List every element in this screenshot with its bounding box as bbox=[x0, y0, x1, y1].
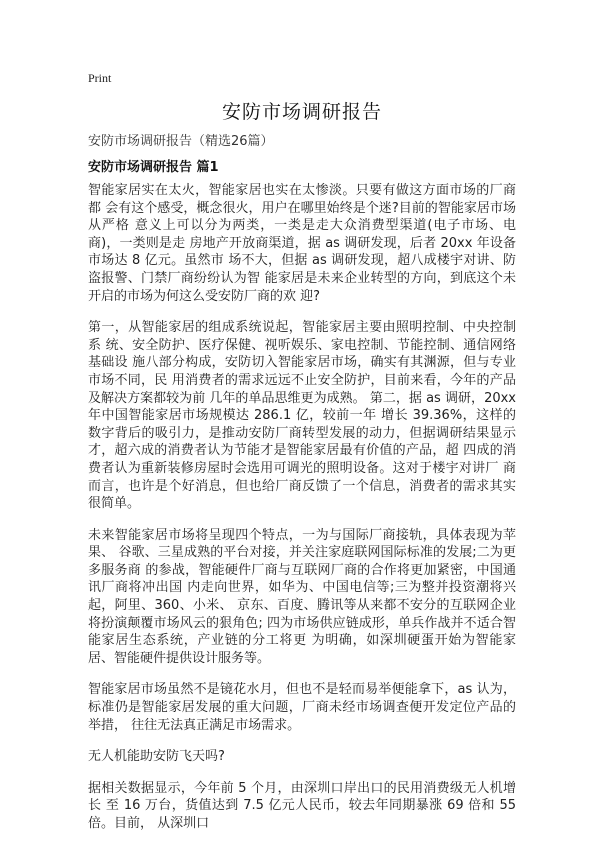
paragraph-four-trends: 未来智能家居市场将呈现四个特点，一为与国际厂商接轨，具体表现为苹果、 谷歌、三星成熟的平台对接，并关注家庭联网国际标准的发展;二为更多服务商 的参战，智能硬件厂商与互联网厂商的合作将更加紧密，中国通讯厂商将冲出国 内走向世界，如华为、中国电信等;三为整并投资潮将兴起，阿里、360、小米、 京东、百度、腾讯等从来都不安分的互联网企业将扮演颠覆市场风云的狠角色; 四为市场供应链成形，单兵作战并不适合智能家居生态系统，产业链的分工将更 为明确，如深圳硬蛋开始为智能家居、智能硬件提供设计服务等。 bbox=[88, 527, 516, 666]
document-body bbox=[88, 182, 516, 847]
paragraph-standards-issue: 智能家居市场虽然不是镜花水月，但也不是轻而易举便能拿下，as 认为， 标准仍是智能家居发展的重大问题，厂商未经市场调查便开发定位产品的举措， 往往无法真正满足市场需求。 bbox=[88, 682, 516, 733]
paragraph-drone-question: 无人机能助安防飞天吗? bbox=[88, 749, 225, 765]
document-title: 安防市场调研报告 bbox=[221, 101, 382, 123]
print-label: Print bbox=[88, 71, 112, 85]
document-subtitle: 安防市场调研报告（精选26篇） bbox=[88, 134, 274, 149]
paragraph-drone-data: 据相关数据显示，今年前 5 个月，由深圳口岸出口的民用消费级无人机增长 至 16 万台，货值达到 7.5 亿元人民币，较去年同期暴涨 69 倍和 55 倍。目前， 从深圳口 bbox=[88, 780, 516, 831]
section-heading: 安防市场调研报告 篇1 bbox=[88, 160, 219, 175]
paragraph-composition-and-market-size: 第一，从智能家居的组成系统说起，智能家居主要由照明控制、中央控制系 统、安全防护、医疗保健、视听娱乐、家电控制、节能控制、通信网络基础设 施八部分构成，安防切入智能家居市场，确实有其渊源，但与专业市场不同，民 用消费者的需求远远不止安全防护，目前来看，今年的产品及解决方案都较为前 几年的单品思维更为成熟。 第二，据 as 调研，20xx 年中国智能家居市场规模达 286.1 亿，较前一年 增长 39.36%，这样的数字背后的吸引力，是推动安防厂商转型发展的动力，但据调研结果显示才，超六成的消费者认为节能才是智能家居最有价值的产品，超 四成的消费者认为重新装修房屋时会选用可调光的照明设备。这对于楼宇对讲厂 商而言，也许是个好消息，但也给厂商反馈了一个信息，消费者的需求其实很简单。 bbox=[88, 320, 516, 512]
paragraph-smart-home-intro: 智能家居实在太火，智能家居也实在太惨淡。只要有做这方面市场的厂商都 会有这个感受，概念很火，用户在哪里始终是个迷?目前的智能家居市场从严格 意义上可以分为两类，一类是走大众消费型渠道(电子市场、电商)，一类则是走 房地产开放商渠道，据 as 调研发现，后者 20xx 年设备市场达 8 亿元。虽然市 场不大，但据 as 调研发现，超八成楼宇对讲、防盗报警、门禁厂商纷纷认为智 能家居是未来企业转型的方向，到底这个未开启的市场为何这么受安防厂商的欢 迎? bbox=[88, 183, 516, 304]
